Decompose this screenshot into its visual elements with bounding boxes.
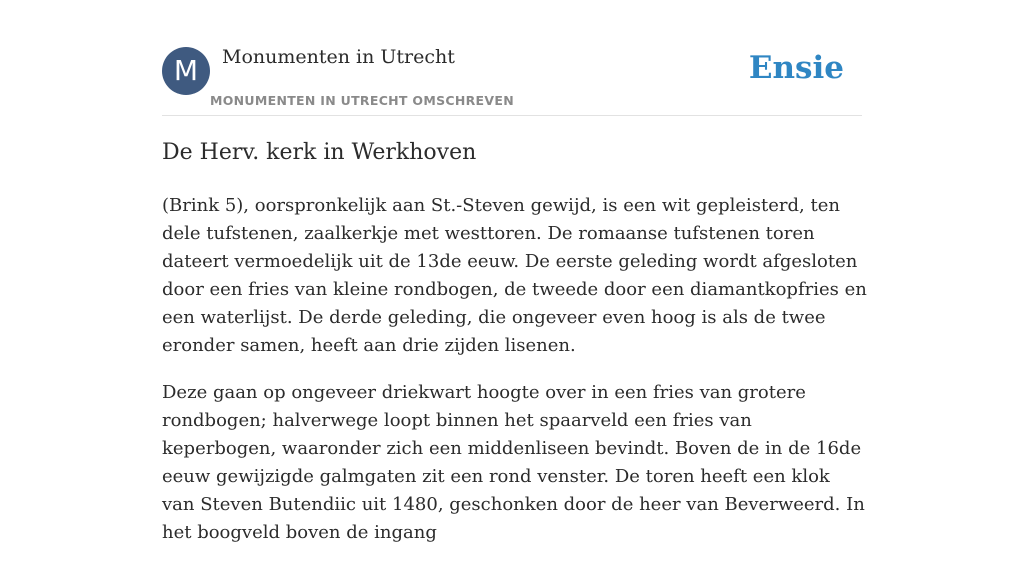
avatar[interactable]: M <box>162 47 210 95</box>
brand-logo[interactable]: Ensie <box>748 50 844 86</box>
site-title[interactable]: Monumenten in Utrecht <box>222 46 455 68</box>
site-header <box>162 0 862 116</box>
article-title: De Herv. kerk in Werkhoven <box>162 140 477 165</box>
site-subtitle: MONUMENTEN IN UTRECHT OMSCHREVEN <box>210 93 514 108</box>
article-paragraph: (Brink 5), oorspronkelijk aan St.-Steven gewijd, is een wit gepleisterd, ten dele tufstenen, zaalkerkje met westtoren. De romaanse tufstenen toren dateert vermoedelijk uit de 13de eeuw. De eerste geleding wordt afgesloten door een fries van kleine rondbogen, de tweede door een diamantkopfries en een waterlijst. De derde geleding, die ongeveer even hoog is als de twee eronder samen, heeft aan drie zijden lisenen. <box>162 195 867 356</box>
article-body <box>162 192 867 566</box>
article-paragraph: Deze gaan op ongeveer driekwart hoogte over in een fries van grotere rondbogen; halverwege loopt binnen het spaarveld een fries van keperbogen, waaronder zich een middenliseen bevindt. Boven de in de 16de eeuw gewijzigde galmgaten zit een rond venster. De toren heeft een klok van Steven Butendiic uit 1480, geschonken door de heer van Beverweerd. In het boogveld boven de ingang <box>162 382 865 543</box>
page-container <box>162 0 867 543</box>
